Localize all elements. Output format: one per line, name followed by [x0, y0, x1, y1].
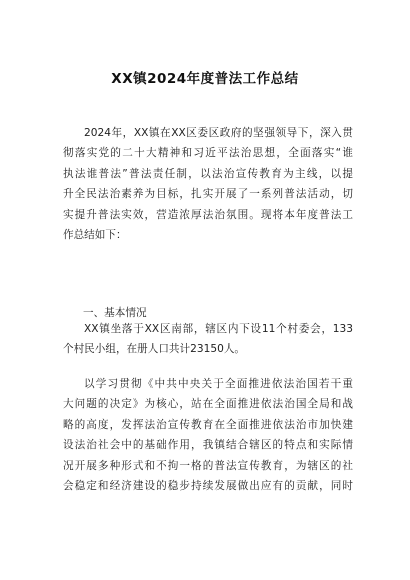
paragraph-line: 况开展多种形式和不拘一格的普法宣传教育，为辖区的社: [63, 459, 353, 472]
paragraph-line: 执法谁普法”普法责任制，以法治宣传教育为主线，以提: [63, 167, 353, 180]
paragraph-line: 设法治社会中的基础作用，我镇结合辖区的特点和实际情: [63, 439, 353, 452]
basic-info-paragraph: [63, 319, 353, 360]
paragraph-line: 实提升普法实效，营造浓厚法治氛围。现将本年度普法工: [63, 208, 353, 221]
paragraph-line: 略的高度，发挥法治宣传教育在全面推进依法治市加快建: [63, 418, 353, 431]
overview-paragraph: [63, 374, 353, 496]
section-heading-text: 一、基本情况: [83, 307, 147, 319]
paragraph-line: 以学习贯彻《中共中央关于全面推进依法治国若干重: [84, 378, 353, 390]
paragraph-line: 作总结如下：: [63, 229, 127, 242]
paragraph-line: 2024年，XX镇在XX区委区政府的坚强领导下，深入贯: [84, 127, 353, 139]
paragraph-line: XX镇坐落于XX区南部，辖区内下设11个村委会，133: [84, 323, 353, 335]
paragraph-line: 彻落实党的二十大精神和习近平法治思想，全面落实“谁: [63, 147, 353, 160]
paragraph-line: 会稳定和经济建设的稳步持续发展做出应有的贡献，同时: [63, 480, 353, 493]
paragraph-line: 个村民小组，在册人口共计23150人。: [63, 343, 246, 356]
paragraph-line: 升全民法治素养为目标，扎实开展了一系列普法活动，切: [63, 188, 353, 201]
document-title: XX镇2024年度普法工作总结: [111, 71, 299, 87]
paragraph-line: 大问题的决定》为核心，站在全面推进依法治国全局和战: [63, 398, 353, 411]
intro-paragraph: [63, 123, 353, 245]
